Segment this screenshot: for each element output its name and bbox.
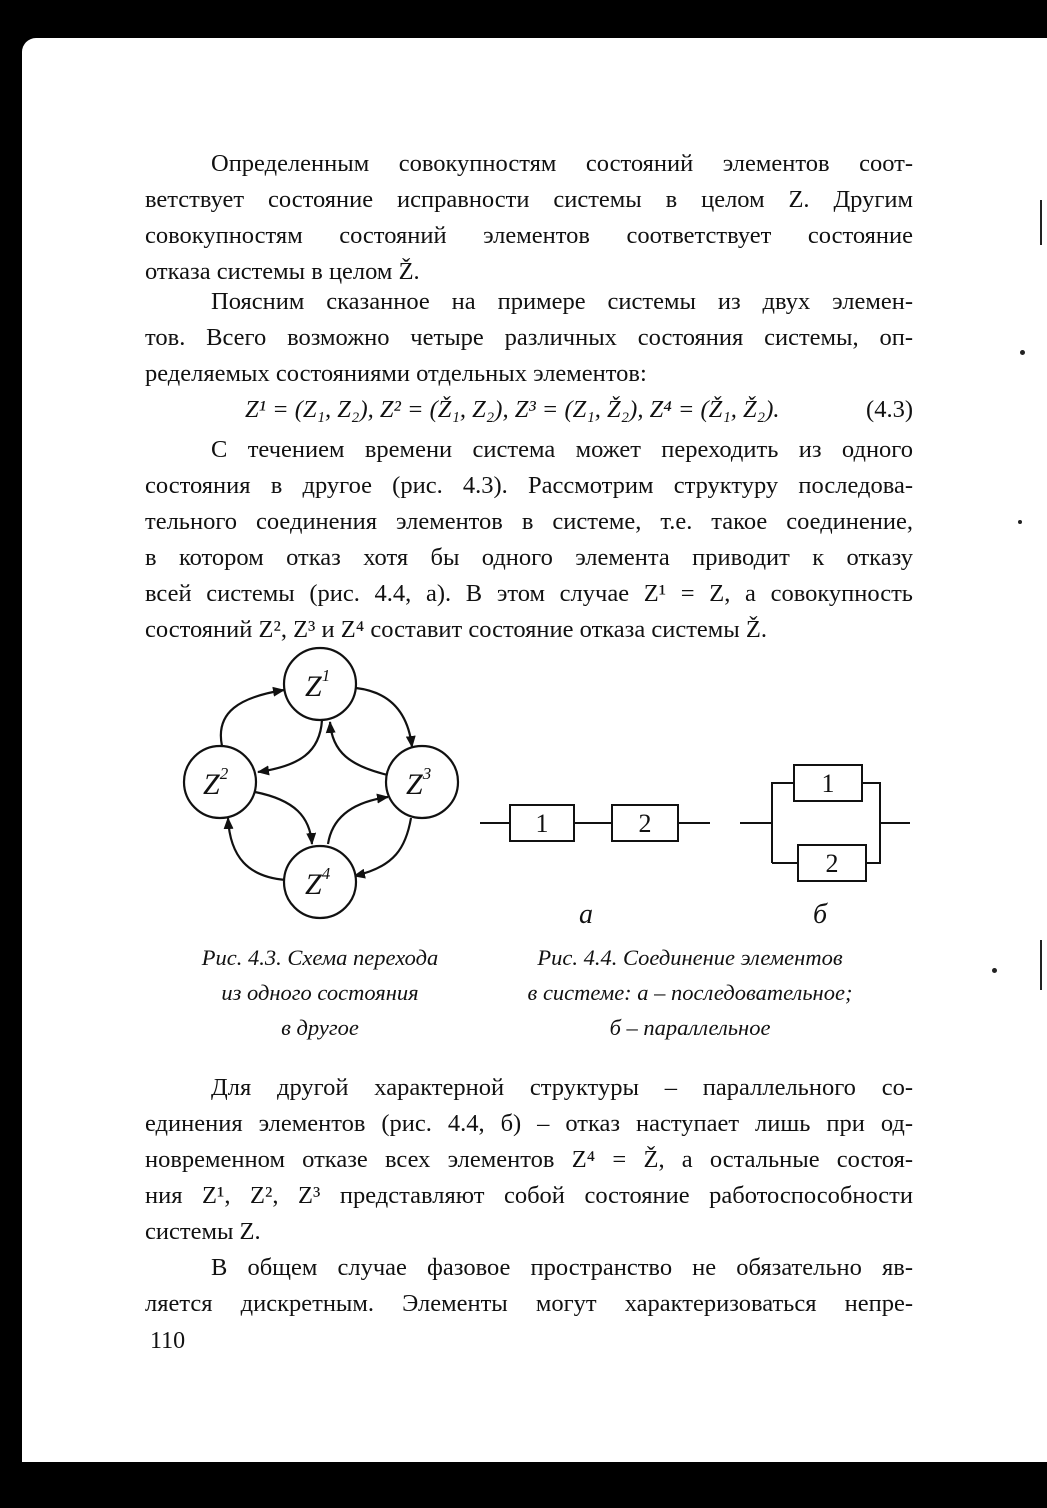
caption-line: из одного состояния	[221, 980, 419, 1005]
scan-streak	[1040, 940, 1042, 990]
scan-speck	[992, 968, 997, 973]
text-line: ния Z¹, Z², Z³ представляют собой состояние работоспособности	[145, 1182, 913, 1209]
text-line: состояний Z², Z³ и Z⁴ составит состояние отказа системы Ž.	[145, 616, 767, 643]
transition-arrow	[221, 690, 284, 746]
wire	[862, 783, 880, 863]
block-label: 1	[821, 769, 835, 798]
subfigure-label-b: б	[812, 899, 828, 925]
text-line: ределяемых состояниями отдельных элементов:	[145, 360, 647, 387]
wire	[772, 783, 794, 863]
state-label: $Z^3$	[406, 764, 432, 801]
scan-streak	[1040, 200, 1042, 245]
scan-speck	[1018, 520, 1022, 524]
state-label: $Z^4$	[305, 864, 331, 901]
text-line: состояния в другое (рис. 4.3). Рассмотрим структуру последова-	[145, 472, 913, 499]
block-label: 2	[638, 809, 652, 838]
block-label: 1	[535, 809, 549, 838]
figure-4-3-state-diagram	[170, 642, 470, 932]
page-number: 110	[150, 1328, 186, 1354]
paragraph-3	[145, 432, 913, 648]
caption-line: в системе: а – последовательное;	[527, 980, 853, 1005]
caption-line: Рис. 4.4. Соединение элементов	[537, 945, 843, 970]
paragraph-1	[145, 146, 913, 290]
text-line: отказа системы в целом Ž.	[145, 258, 420, 285]
transition-arrow	[354, 818, 411, 876]
text-line: совокупностям состояний элементов соответствует состояние	[145, 222, 913, 249]
transition-arrow	[330, 722, 388, 775]
state-label: $Z^1$	[305, 666, 331, 703]
scan-speck	[1020, 350, 1025, 355]
subfigure-label-a: а	[579, 899, 593, 925]
text-line: ветствует состояние исправности системы в целом Z. Другим	[145, 186, 913, 213]
block-label: 2	[825, 849, 839, 878]
state-label: $Z^2$	[203, 764, 229, 801]
paragraph-2	[145, 284, 913, 392]
text-line: ляется дискретным. Элементы могут характеризоваться непре-	[145, 1290, 913, 1317]
text-line: С течением времени система может переходить из одного	[211, 436, 913, 463]
figure-4-3-caption	[170, 940, 470, 1045]
text-line: новременном отказе всех элементов Z⁴ = Ž, а остальные состоя-	[145, 1146, 913, 1173]
transition-arrow	[328, 797, 388, 844]
paragraph-4	[145, 1070, 913, 1250]
equation-formula: Z¹ = (Z₁, Z₂), Z² = (Ž₁, Z₂), Z³ = (Z₁, Ž₂), Z⁴ = (Ž₁, Ž₂).	[245, 396, 780, 423]
caption-line: Рис. 4.3. Схема перехода	[201, 945, 439, 970]
text-line: Определенным совокупностям состояний элементов соот-	[211, 150, 913, 177]
text-line: тельного соединения элементов в системе, т.е. такое соединение,	[145, 508, 913, 535]
text-line: в котором отказ хотя бы одного элемента приводит к отказу	[145, 544, 913, 571]
text-line: всей системы (рис. 4.4, а). В этом случае Z¹ = Z, а совокупность	[145, 580, 913, 607]
text-line: Поясним сказанное на примере системы из двух элемен-	[211, 288, 913, 315]
caption-line: в другое	[281, 1015, 359, 1040]
text-line: единения элементов (рис. 4.4, б) – отказ наступает лишь при од-	[145, 1110, 913, 1137]
text-line: В общем случае фазовое пространство не обязательно яв-	[211, 1254, 913, 1281]
transition-arrow	[228, 818, 286, 880]
transition-arrow	[258, 720, 322, 772]
text-line: тов. Всего возможно четыре различных состояния системы, оп-	[145, 324, 913, 351]
equation-number: (4.3)	[866, 396, 913, 423]
caption-line: б – параллельное	[609, 1015, 771, 1040]
figure-4-4-caption	[490, 940, 890, 1045]
text-line: системы Z.	[145, 1218, 261, 1245]
paragraph-5	[145, 1250, 913, 1322]
text-line: Для другой характерной структуры – параллельного со-	[211, 1074, 913, 1101]
transition-arrow	[356, 688, 412, 747]
figure-4-4-connection-diagram	[478, 655, 918, 925]
transition-arrow	[255, 792, 312, 844]
